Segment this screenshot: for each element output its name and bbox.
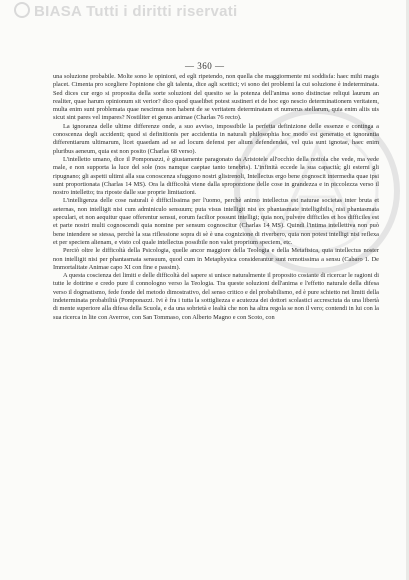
watermark-text: BIASA Tutti i diritti riservati <box>34 3 238 20</box>
paragraph: una soluzione probabile. Molte sono le opinioni, ed egli ripetendo, non quella che maggiormente mi soddisfa: haec mihi magis placet. Cimenta pro scegliere l'opinione che gli talenta, dice agli scettici; vi sono dei problemi la cui soluzione è indeterminata. Sed dices cur ergo si proposita della sorte soluzioni del quesito se la potenza dell'anima sono distinctae reliqui laurum an realiter, quae harum opinionum sit verior? dico quod quaelibet potest sustineri et de hoc ego nescio determinationem veritatem, multa enim sunt problemata quae nescimus non habent de se veritatem determinatam et numerus stellarum, quia enim aliis uis sicut sint pares vel impares? Nostiliter et genus animae (Charlas 76 recto). <box>53 73 379 122</box>
paragraph: La ignoranza delle ultime differenze onde, a suo avviso, impossibile la perfetta definizione delle essenze e continga a conoscenza degli accidenti; quod si definitionis per accidentia in naturali philosophia hoc modo est generatio et ignorantia differentiarum ultimarum, licet quaedam ad se ad locum defensi per alium defendendas, vel quia sunt ignotae, haec enim pluribus aeneum, quia est non posito (Charlas 68 verso). <box>53 122 379 155</box>
page-number: — 360 — <box>185 61 225 71</box>
body-text <box>53 73 379 322</box>
watermark-logo-icon <box>14 2 30 18</box>
paragraph: A questa coscienza dei limiti e delle difficoltà del sapere si unisce naturalmente il proposito costante di ricercar le ragioni di tutte le dottrine e credo pure il connologno verso la Teologia. Tra queste soluzioni dell'anima e l'effetto naturale della difesa verso il dogmatismo, fede fonde del metodo dimostrativo, del senso critico e del probabilismo, ed è pure schietto nei limiti della indeterminata probabilità (Pomponazzi. Ivi è fra i tutta la sottigliezza e acutezza dei dottori scolastici accresciuta da una libertà di mente superiore alla difesa della Scuola, e da una sobrietà e lealtà che non ha altra regola se non il vero; contendi in lui con la sua ricerca in lite con Averroe, con San Tommaso, con Alberto Magno e con Scoto, con <box>53 272 379 321</box>
paragraph: L'intelligenza delle cose naturali è difficilissima per l'uomo, perchè animo intellectus est naturae societas inter bruta et aeternas, non intelligit nisi cum adminiculo sensuum; puta visus intelligit nisi ex phantasmate intelligibilis, nisi phantasmata speculari, et non aequitur quae offerentur sensui, eorum facilior possunt intelligi; quia non, pulvere difficiles et hos difficiles est et parte nostri multi cognoscendi quia nomine per sensum cognoscitur (Charlas 14 MS). Quindi l'intima intellettiva non può bene intendere se stessa, perchè la sua riflessione sopra di sè è una cognizione di riverbero, quia non potest intelligi nisi reflexa et per speciem alienam, e visto col quale intellectus possibile non valet proprium speciem, etc. <box>53 197 379 246</box>
watermark <box>14 2 394 20</box>
paragraph: L'intelletto umano, dice il Pomponazzi, è giustamente paragonato da Aristotele all'occhio della nottola che vede, ma vede male, e non supporta la luce del sole (nos namque caeptae tanto tenebris). L'infinità eccede la sua capacità; gli esterni gli ripugnano; gli aspetti ultimi alla sua conoscenza sfuggono nostri glistrenoli, Intellectus ergo bene cognoscit intermedia quae ipsi sunt proportionata (Charlas 14 MS). Ora la difficoltà viene dalla sproporzione delle cose in grandezza e in piccolezza verso il nostro intelletto; tra riposte dalle sue proprie limitazioni. <box>53 155 379 197</box>
paragraph: Perciò oltre le difficoltà della Psicologia, quelle ancor maggiore della Teologia e della Metafisica, quia intellectus noster non intelligit nisi per phantasmata sensuum, quod cum in Metaphysica considerantur sunt remotissima a sensu (Cabaro 1. De Immortalitate Animae capo XI con fine e passim). <box>53 247 379 271</box>
